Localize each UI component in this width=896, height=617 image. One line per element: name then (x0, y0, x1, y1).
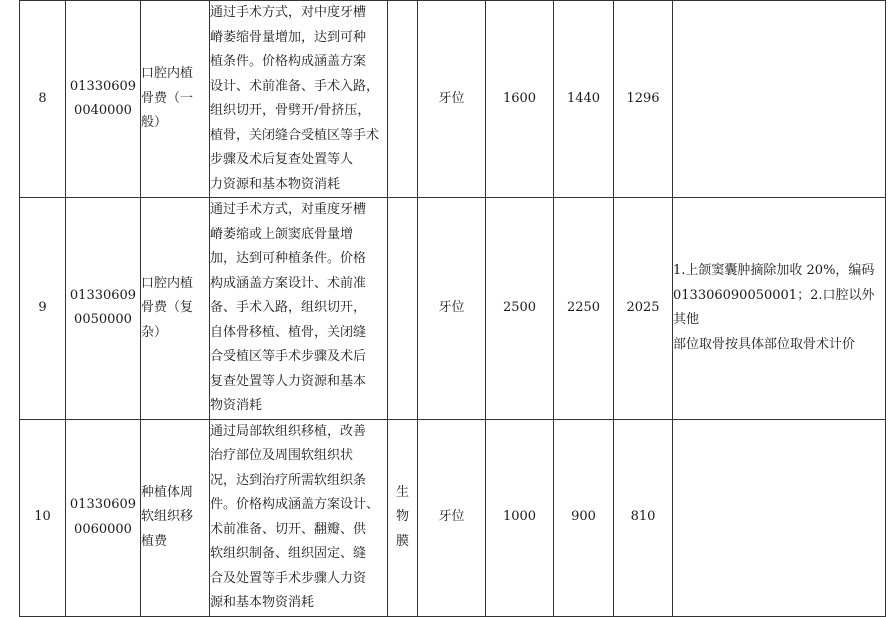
table-row (20, 419, 886, 616)
table-row (20, 1, 886, 198)
seq-cell: 9 (20, 198, 66, 420)
name-cell (141, 198, 210, 420)
seq-cell: 10 (20, 419, 66, 616)
price1-cell: 1000 (486, 419, 554, 616)
code-text: 01330609 0060000 (69, 497, 137, 537)
content-text: 通过手术方式，对中度牙槽 嵴萎缩骨量增加，达到可种 植条件。价格构成涵盖方案 设计、术前准备、手术入路， 组织切开，骨劈开/骨挤压， 植骨，关闭缝合受植区等手术 步骤及术后复查处置等人 力资源和基本物资消耗 (210, 5, 380, 192)
price2-cell: 2250 (554, 198, 614, 420)
seq-cell: 8 (20, 1, 66, 198)
unit-cell: 牙位 (418, 419, 486, 616)
content-cell (210, 198, 388, 420)
unit-cell: 牙位 (418, 198, 486, 420)
content-cell (210, 419, 388, 616)
code-cell (66, 198, 141, 420)
price1-cell: 1600 (486, 1, 554, 198)
price3-cell: 2025 (614, 198, 673, 420)
content-text: 通过手术方式，对重度牙槽 嵴萎缩或上颌窦底骨量增 加，达到可种植条件。价格 构成涵盖方案设计、术前准 备、手术入路，组织切开， 自体骨移植、植骨，关闭缝 合受植区等手术步骤及术后 复查处置等人力资源和基本 物资消耗 (210, 202, 367, 413)
code-cell (66, 419, 141, 616)
name-text: 口腔内植 骨费（一 般） (141, 66, 194, 131)
except-cell (388, 1, 418, 198)
note-cell (673, 198, 886, 420)
note-cell (673, 1, 886, 198)
code-text: 01330609 0050000 (69, 287, 137, 328)
content-cell (210, 1, 388, 198)
note-text: 1.上颌窦囊肿摘除加收 20%，编码 013306090050001；2.口腔以外其他 部位取骨按具体部位取骨术计价 (673, 263, 875, 352)
price1-cell: 2500 (486, 198, 554, 420)
price3-cell: 810 (614, 419, 673, 616)
content-text: 通过局部软组织移植，改善 治疗部位及周围软组织状 况，达到治疗所需软组织条 件。价格构成涵盖方案设计、 术前准备、切开、翻瓣、供 软组织制备、组织固定、缝 合及处置等手术步骤人力资 源和基本物资消耗 (210, 423, 380, 610)
price-table (19, 0, 886, 617)
name-text: 口腔内植 骨费（复 杂） (141, 275, 194, 340)
price3-cell: 1296 (614, 1, 673, 198)
except-cell (388, 419, 418, 616)
price2-cell: 1440 (554, 1, 614, 198)
name-text: 种植体周 软组织移 植费 (141, 484, 194, 549)
except-cell (388, 198, 418, 420)
name-cell (141, 419, 210, 616)
code-text: 01330609 0040000 (69, 78, 137, 118)
table-row (20, 198, 886, 420)
except-text: 生 物 膜 (395, 484, 409, 549)
price2-cell: 900 (554, 419, 614, 616)
unit-cell: 牙位 (418, 1, 486, 198)
code-cell (66, 1, 141, 198)
name-cell (141, 1, 210, 198)
note-cell (673, 419, 886, 616)
